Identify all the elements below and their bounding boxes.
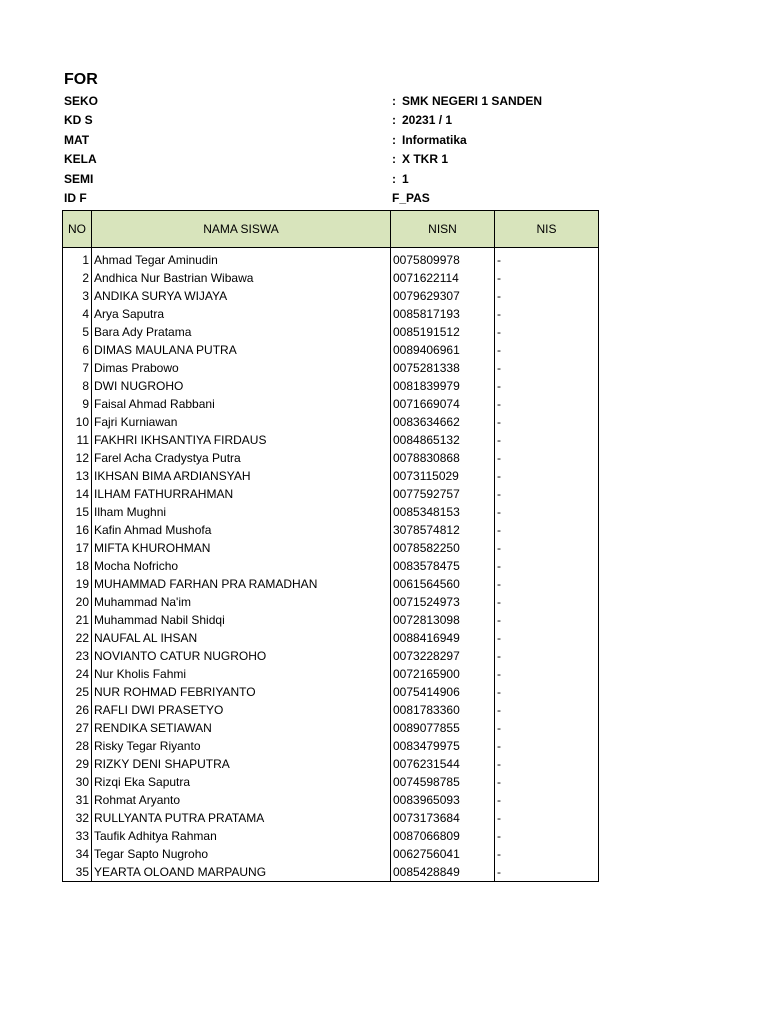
table-row	[63, 323, 599, 341]
table-row	[63, 269, 599, 287]
cell-no: 22	[63, 629, 92, 647]
cell-nama-siswa: Farel Acha Cradystya Putra	[92, 449, 391, 467]
cell-nis: -	[495, 683, 599, 701]
cell-nisn: 0075414906	[391, 683, 495, 701]
cell-no: 21	[63, 611, 92, 629]
cell-no: 5	[63, 323, 92, 341]
cell-nama-siswa: NAUFAL AL IHSAN	[92, 629, 391, 647]
cell-nisn: 0073115029	[391, 467, 495, 485]
cell-nisn: 0085348153	[391, 503, 495, 521]
cell-nama-siswa: ILHAM FATHURRAHMAN	[92, 485, 391, 503]
cell-nama-siswa: Taufik Adhitya Rahman	[92, 827, 391, 845]
cell-nisn: 0072165900	[391, 665, 495, 683]
table-row	[63, 827, 599, 845]
cell-no: 25	[63, 683, 92, 701]
cell-no: 28	[63, 737, 92, 755]
cell-nama-siswa: RAFLI DWI PRASETYO	[92, 701, 391, 719]
cell-nisn: 0083479975	[391, 737, 495, 755]
cell-nis: -	[495, 701, 599, 719]
cell-no: 3	[63, 287, 92, 305]
meta-label: SEKO	[64, 94, 99, 108]
cell-nisn: 0085191512	[391, 323, 495, 341]
cell-nisn: 0083578475	[391, 557, 495, 575]
cell-nis: -	[495, 449, 599, 467]
table-row	[63, 413, 599, 431]
cell-nisn: 0077592757	[391, 485, 495, 503]
cell-nisn: 0073228297	[391, 647, 495, 665]
cell-nama-siswa: ANDIKA SURYA WIJAYA	[92, 287, 391, 305]
meta-value: 1	[402, 172, 409, 186]
table-row	[63, 287, 599, 305]
table-row	[63, 773, 599, 791]
table-row	[63, 341, 599, 359]
cell-nis: -	[495, 431, 599, 449]
table-row	[63, 755, 599, 773]
column-header-nis: NIS	[495, 211, 599, 248]
cell-nama-siswa: Arya Saputra	[92, 305, 391, 323]
meta-colon: :	[392, 172, 396, 186]
meta-value: F_PAS	[392, 191, 430, 205]
table-row	[63, 665, 599, 683]
cell-nis: -	[495, 413, 599, 431]
cell-nis: -	[495, 845, 599, 863]
cell-nama-siswa: Ahmad Tegar Aminudin	[92, 251, 391, 269]
meta-value: Informatika	[402, 133, 467, 147]
cell-nis: -	[495, 791, 599, 809]
cell-nisn: 0081839979	[391, 377, 495, 395]
cell-nama-siswa: IKHSAN BIMA ARDIANSYAH	[92, 467, 391, 485]
cell-nisn: 0088416949	[391, 629, 495, 647]
meta-value: X TKR 1	[402, 152, 449, 166]
cell-no: 34	[63, 845, 92, 863]
cell-nisn: 0061564560	[391, 575, 495, 593]
cell-nama-siswa: Fajri Kurniawan	[92, 413, 391, 431]
table-row	[63, 791, 599, 809]
table-row	[63, 503, 599, 521]
cell-no: 30	[63, 773, 92, 791]
table-row	[63, 575, 599, 593]
cell-nisn: 0078582250	[391, 539, 495, 557]
cell-nisn: 0081783360	[391, 701, 495, 719]
meta-value: SMK NEGERI 1 SANDEN	[402, 94, 543, 108]
table-row	[63, 431, 599, 449]
cell-no: 13	[63, 467, 92, 485]
cell-no: 26	[63, 701, 92, 719]
table-row	[63, 449, 599, 467]
table-row	[63, 863, 599, 882]
cell-nis: -	[495, 323, 599, 341]
cell-no: 24	[63, 665, 92, 683]
cell-nis: -	[495, 863, 599, 882]
cell-nis: -	[495, 755, 599, 773]
cell-nis: -	[495, 521, 599, 539]
cell-no: 8	[63, 377, 92, 395]
meta-colon: :	[392, 94, 396, 108]
column-header-no: NO	[63, 211, 92, 248]
cell-nama-siswa: Andhica Nur Bastrian Wibawa	[92, 269, 391, 287]
cell-nis: -	[495, 719, 599, 737]
cell-nisn: 0089406961	[391, 341, 495, 359]
cell-no: 15	[63, 503, 92, 521]
cell-nisn: 0085817193	[391, 305, 495, 323]
meta-colon: :	[392, 133, 396, 147]
cell-nisn: 0072813098	[391, 611, 495, 629]
cell-nis: -	[495, 251, 599, 269]
cell-no: 2	[63, 269, 92, 287]
cell-nis: -	[495, 557, 599, 575]
cell-nama-siswa: Ilham Mughni	[92, 503, 391, 521]
meta-label: KD S	[64, 113, 93, 127]
meta-label: KELA	[64, 152, 97, 166]
cell-nisn: 0073173684	[391, 809, 495, 827]
table-row	[63, 395, 599, 413]
table-row	[63, 611, 599, 629]
cell-nis: -	[495, 287, 599, 305]
cell-no: 7	[63, 359, 92, 377]
cell-nama-siswa: NUR ROHMAD FEBRIYANTO	[92, 683, 391, 701]
table-header-row	[63, 211, 599, 248]
table-row	[63, 647, 599, 665]
cell-no: 9	[63, 395, 92, 413]
meta-label: ID F	[64, 191, 87, 205]
cell-nis: -	[495, 575, 599, 593]
cell-nama-siswa: Mocha Nofricho	[92, 557, 391, 575]
cell-no: 12	[63, 449, 92, 467]
table-row	[63, 593, 599, 611]
table-row	[63, 521, 599, 539]
table-row	[63, 809, 599, 827]
cell-no: 20	[63, 593, 92, 611]
cell-no: 35	[63, 863, 92, 882]
cell-nisn: 0071622114	[391, 269, 495, 287]
cell-nisn: 0071524973	[391, 593, 495, 611]
student-table	[62, 210, 599, 882]
cell-nama-siswa: YEARTA OLOAND MARPAUNG	[92, 863, 391, 882]
cell-nis: -	[495, 827, 599, 845]
cell-nisn: 0074598785	[391, 773, 495, 791]
cell-nisn: 0085428849	[391, 863, 495, 882]
table-row	[63, 359, 599, 377]
table-row	[63, 701, 599, 719]
cell-no: 23	[63, 647, 92, 665]
column-header-nama-siswa: NAMA SISWA	[92, 211, 391, 248]
cell-nis: -	[495, 665, 599, 683]
table-row	[63, 683, 599, 701]
table-row	[63, 845, 599, 863]
cell-nama-siswa: Nur Kholis Fahmi	[92, 665, 391, 683]
cell-no: 18	[63, 557, 92, 575]
table-row	[63, 377, 599, 395]
cell-no: 6	[63, 341, 92, 359]
cell-nama-siswa: Kafin Ahmad Mushofa	[92, 521, 391, 539]
cell-nama-siswa: Rizqi Eka Saputra	[92, 773, 391, 791]
cell-no: 33	[63, 827, 92, 845]
cell-nama-siswa: NOVIANTO CATUR NUGROHO	[92, 647, 391, 665]
meta-value: 20231 / 1	[402, 113, 453, 127]
cell-no: 32	[63, 809, 92, 827]
cell-no: 27	[63, 719, 92, 737]
table-row	[63, 305, 599, 323]
cell-nama-siswa: RULLYANTA PUTRA PRATAMA	[92, 809, 391, 827]
cell-nisn: 0084865132	[391, 431, 495, 449]
form-title: FOR	[64, 71, 98, 88]
cell-nis: -	[495, 359, 599, 377]
cell-nis: -	[495, 773, 599, 791]
table-row	[63, 539, 599, 557]
cell-nis: -	[495, 467, 599, 485]
table-row	[63, 719, 599, 737]
cell-no: 19	[63, 575, 92, 593]
cell-no: 4	[63, 305, 92, 323]
table-row	[63, 629, 599, 647]
cell-nisn: 0075809978	[391, 251, 495, 269]
cell-no: 29	[63, 755, 92, 773]
cell-nisn: 0062756041	[391, 845, 495, 863]
cell-nama-siswa: Rohmat Aryanto	[92, 791, 391, 809]
cell-nis: -	[495, 737, 599, 755]
cell-nama-siswa: Faisal Ahmad Rabbani	[92, 395, 391, 413]
cell-nama-siswa: DWI NUGROHO	[92, 377, 391, 395]
cell-nama-siswa: MIFTA KHUROHMAN	[92, 539, 391, 557]
cell-nisn: 0089077855	[391, 719, 495, 737]
cell-no: 11	[63, 431, 92, 449]
cell-no: 31	[63, 791, 92, 809]
cell-nama-siswa: Tegar Sapto Nugroho	[92, 845, 391, 863]
meta-colon: :	[392, 113, 396, 127]
cell-nis: -	[495, 611, 599, 629]
cell-nis: -	[495, 593, 599, 611]
cell-nama-siswa: Muhammad Nabil Shidqi	[92, 611, 391, 629]
table-row	[63, 485, 599, 503]
cell-no: 1	[63, 251, 92, 269]
cell-nis: -	[495, 395, 599, 413]
meta-label: MAT	[64, 133, 90, 147]
cell-nis: -	[495, 539, 599, 557]
meta-label: SEMI	[64, 172, 94, 186]
cell-nama-siswa: FAKHRI IKHSANTIYA FIRDAUS	[92, 431, 391, 449]
cell-nisn: 0087066809	[391, 827, 495, 845]
meta-colon: :	[392, 152, 396, 166]
cell-nisn: 3078574812	[391, 521, 495, 539]
cell-nis: -	[495, 629, 599, 647]
cell-nama-siswa: RENDIKA SETIAWAN	[92, 719, 391, 737]
cell-nama-siswa: DIMAS MAULANA PUTRA	[92, 341, 391, 359]
cell-nisn: 0076231544	[391, 755, 495, 773]
cell-nisn: 0075281338	[391, 359, 495, 377]
cell-nisn: 0079629307	[391, 287, 495, 305]
cell-nisn: 0071669074	[391, 395, 495, 413]
cell-nis: -	[495, 341, 599, 359]
table-row	[63, 251, 599, 269]
cell-nis: -	[495, 269, 599, 287]
cell-nis: -	[495, 377, 599, 395]
cell-nama-siswa: Risky Tegar Riyanto	[92, 737, 391, 755]
cell-no: 14	[63, 485, 92, 503]
cell-no: 16	[63, 521, 92, 539]
cell-nisn: 0078830868	[391, 449, 495, 467]
cell-no: 17	[63, 539, 92, 557]
cell-nis: -	[495, 809, 599, 827]
table-row	[63, 557, 599, 575]
cell-nama-siswa: Bara Ady Pratama	[92, 323, 391, 341]
cell-nama-siswa: RIZKY DENI SHAPUTRA	[92, 755, 391, 773]
table-row	[63, 467, 599, 485]
cell-nama-siswa: Dimas Prabowo	[92, 359, 391, 377]
cell-nis: -	[495, 305, 599, 323]
cell-nis: -	[495, 647, 599, 665]
cell-nis: -	[495, 485, 599, 503]
cell-nama-siswa: MUHAMMAD FARHAN PRA RAMADHAN	[92, 575, 391, 593]
cell-nisn: 0083965093	[391, 791, 495, 809]
table-body	[63, 248, 599, 882]
cell-nis: -	[495, 503, 599, 521]
table-row	[63, 737, 599, 755]
cell-nisn: 0083634662	[391, 413, 495, 431]
cell-nama-siswa: Muhammad Na'im	[92, 593, 391, 611]
cell-no: 10	[63, 413, 92, 431]
column-header-nisn: NISN	[391, 211, 495, 248]
